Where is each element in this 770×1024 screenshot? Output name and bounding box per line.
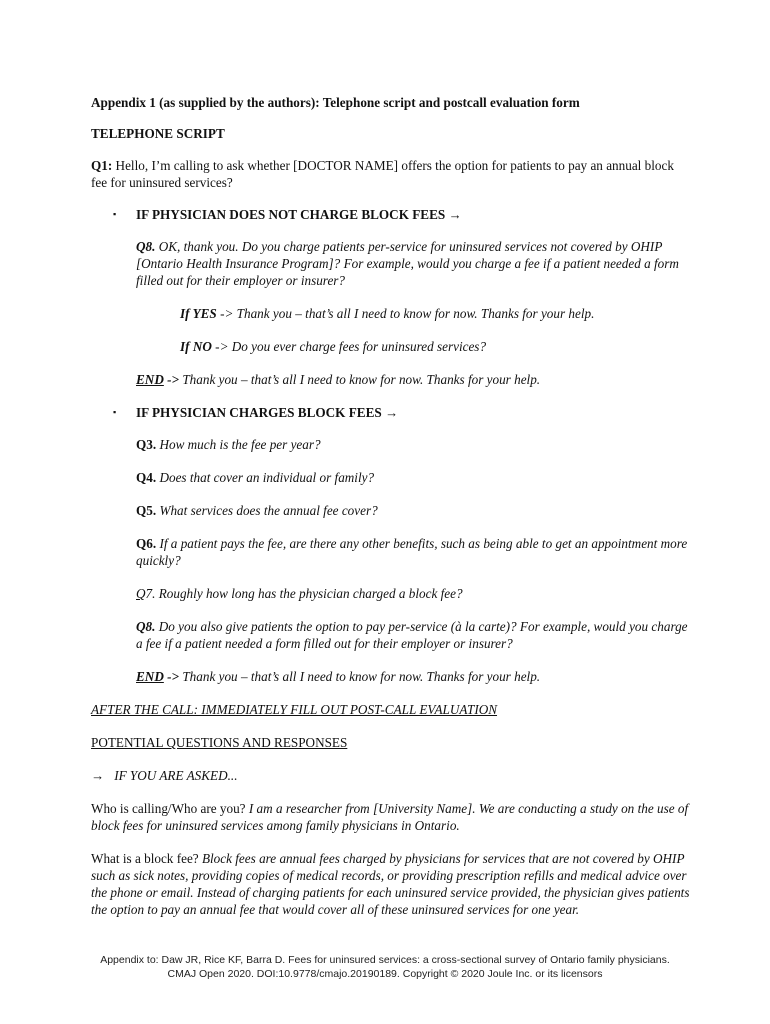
branch-no-block-fees-heading bbox=[91, 206, 691, 223]
branch-no-q8-text: OK, thank you. Do you charge patients per-service for uninsured services not covered by OHIP [Ontario Health Insurance Program]? For example, would you charge a fee if a patient needed a form filled out for their employer or insurer? bbox=[136, 239, 679, 288]
branch-yes-heading-text: IF PHYSICIAN CHARGES BLOCK FEES → bbox=[136, 405, 399, 420]
q4-text: Does that cover an individual or family? bbox=[156, 470, 375, 485]
telephone-script-heading: TELEPHONE SCRIPT bbox=[91, 126, 225, 141]
branch-yes-end bbox=[91, 668, 691, 685]
footer-line-1: Appendix to: Daw JR, Rice KF, Barra D. Fees for uninsured services: a cross-sectional survey of Ontario family physicians. bbox=[100, 954, 670, 966]
q1-label: Q1: bbox=[91, 158, 113, 173]
branch-no-end bbox=[91, 371, 691, 388]
question-q6 bbox=[91, 535, 691, 569]
what-answer: Block fees are annual fees charged by physicians for services that are not covered by OHIP such as sick notes, providing copies of medical records, or providing prescription refills and medical advice over the phone or email. Instead of charging patients for each uninsured service provided, the physician gives patients the option to pay an annual fee that would cover all of these uninsured services for one year. bbox=[91, 851, 690, 917]
q8-label: Q8. bbox=[136, 619, 156, 634]
branch-no-q8-label: Q8. bbox=[136, 239, 156, 254]
question-q3 bbox=[91, 436, 691, 453]
branch-no-heading-text: IF PHYSICIAN DOES NOT CHARGE BLOCK FEES → bbox=[136, 207, 462, 222]
arrow-right-icon: → bbox=[91, 768, 105, 783]
if-asked-row bbox=[91, 767, 691, 784]
q7-label: Q bbox=[136, 586, 146, 601]
branch-charges-block-fees-heading bbox=[91, 404, 691, 421]
footer-line-2: CMAJ Open 2020. DOI:10.9778/cmajo.20190189. Copyright © 2020 Joule Inc. or its licensors bbox=[167, 968, 603, 980]
branch-no-q8 bbox=[91, 238, 691, 289]
q6-text: If a patient pays the fee, are there any other benefits, such as being able to get an appointment more quickly? bbox=[136, 536, 688, 568]
q3-label: Q3. bbox=[136, 437, 157, 452]
square-bullet-icon: ▪ bbox=[113, 209, 117, 219]
end-arrow: -> bbox=[163, 669, 180, 684]
q3-text: How much is the fee per year? bbox=[156, 437, 321, 452]
question-q8 bbox=[91, 618, 691, 652]
end-label: END bbox=[136, 372, 164, 387]
branch-no-if-yes bbox=[91, 305, 691, 322]
appendix-title: Appendix 1 (as supplied by the authors): Telephone script and postcall evaluation form bbox=[91, 95, 580, 110]
question-q1 bbox=[91, 157, 691, 191]
who-question: Who is calling/Who are you? bbox=[91, 801, 246, 816]
document-page bbox=[91, 94, 691, 934]
q7-text: 7. Roughly how long has the physician charged a block fee? bbox=[145, 586, 463, 601]
if-no-label: If NO bbox=[180, 339, 212, 354]
if-yes-label: If YES bbox=[180, 306, 217, 321]
if-no-text: -> Do you ever charge fees for uninsured services? bbox=[211, 339, 487, 354]
end-text: Thank you – that’s all I need to know for now. Thanks for your help. bbox=[179, 372, 541, 387]
q5-text: What services does the annual fee cover? bbox=[156, 503, 378, 518]
q6-label: Q6. bbox=[136, 536, 157, 551]
q8-text: Do you also give patients the option to pay per-service (à la carte)? For example, would you charge a fee if a patient needed a form filled out for their employer or insurer? bbox=[136, 619, 688, 651]
after-call-instruction: AFTER THE CALL: IMMEDIATELY FILL OUT POST-CALL EVALUATION bbox=[91, 702, 498, 717]
who-answer: I am a researcher from [University Name]. We are conducting a study on the use of block fees for uninsured services among family physicians in Ontario. bbox=[91, 801, 689, 833]
end-arrow: -> bbox=[163, 372, 180, 387]
question-q5 bbox=[91, 502, 691, 519]
question-q4 bbox=[91, 469, 691, 486]
branch-no-if-no bbox=[91, 338, 691, 355]
q5-label: Q5. bbox=[136, 503, 157, 518]
faq-who-is-calling bbox=[91, 800, 691, 834]
if-asked-text: IF YOU ARE ASKED... bbox=[114, 768, 238, 783]
if-yes-text: -> Thank you – that’s all I need to know for now. Thanks for your help. bbox=[216, 306, 595, 321]
q1-text: Hello, I’m calling to ask whether [DOCTOR NAME] offers the option for patients to pay an annual block fee for uninsured services? bbox=[91, 158, 674, 190]
faq-what-is-block-fee bbox=[91, 850, 691, 918]
end-label: END bbox=[136, 669, 164, 684]
potential-questions-heading: POTENTIAL QUESTIONS AND RESPONSES bbox=[91, 735, 348, 750]
square-bullet-icon: ▪ bbox=[113, 407, 117, 417]
question-q7 bbox=[91, 585, 691, 602]
what-question: What is a block fee? bbox=[91, 851, 199, 866]
end-text: Thank you – that’s all I need to know for now. Thanks for your help. bbox=[179, 669, 541, 684]
q4-label: Q4. bbox=[136, 470, 157, 485]
citation-footer bbox=[0, 953, 770, 981]
